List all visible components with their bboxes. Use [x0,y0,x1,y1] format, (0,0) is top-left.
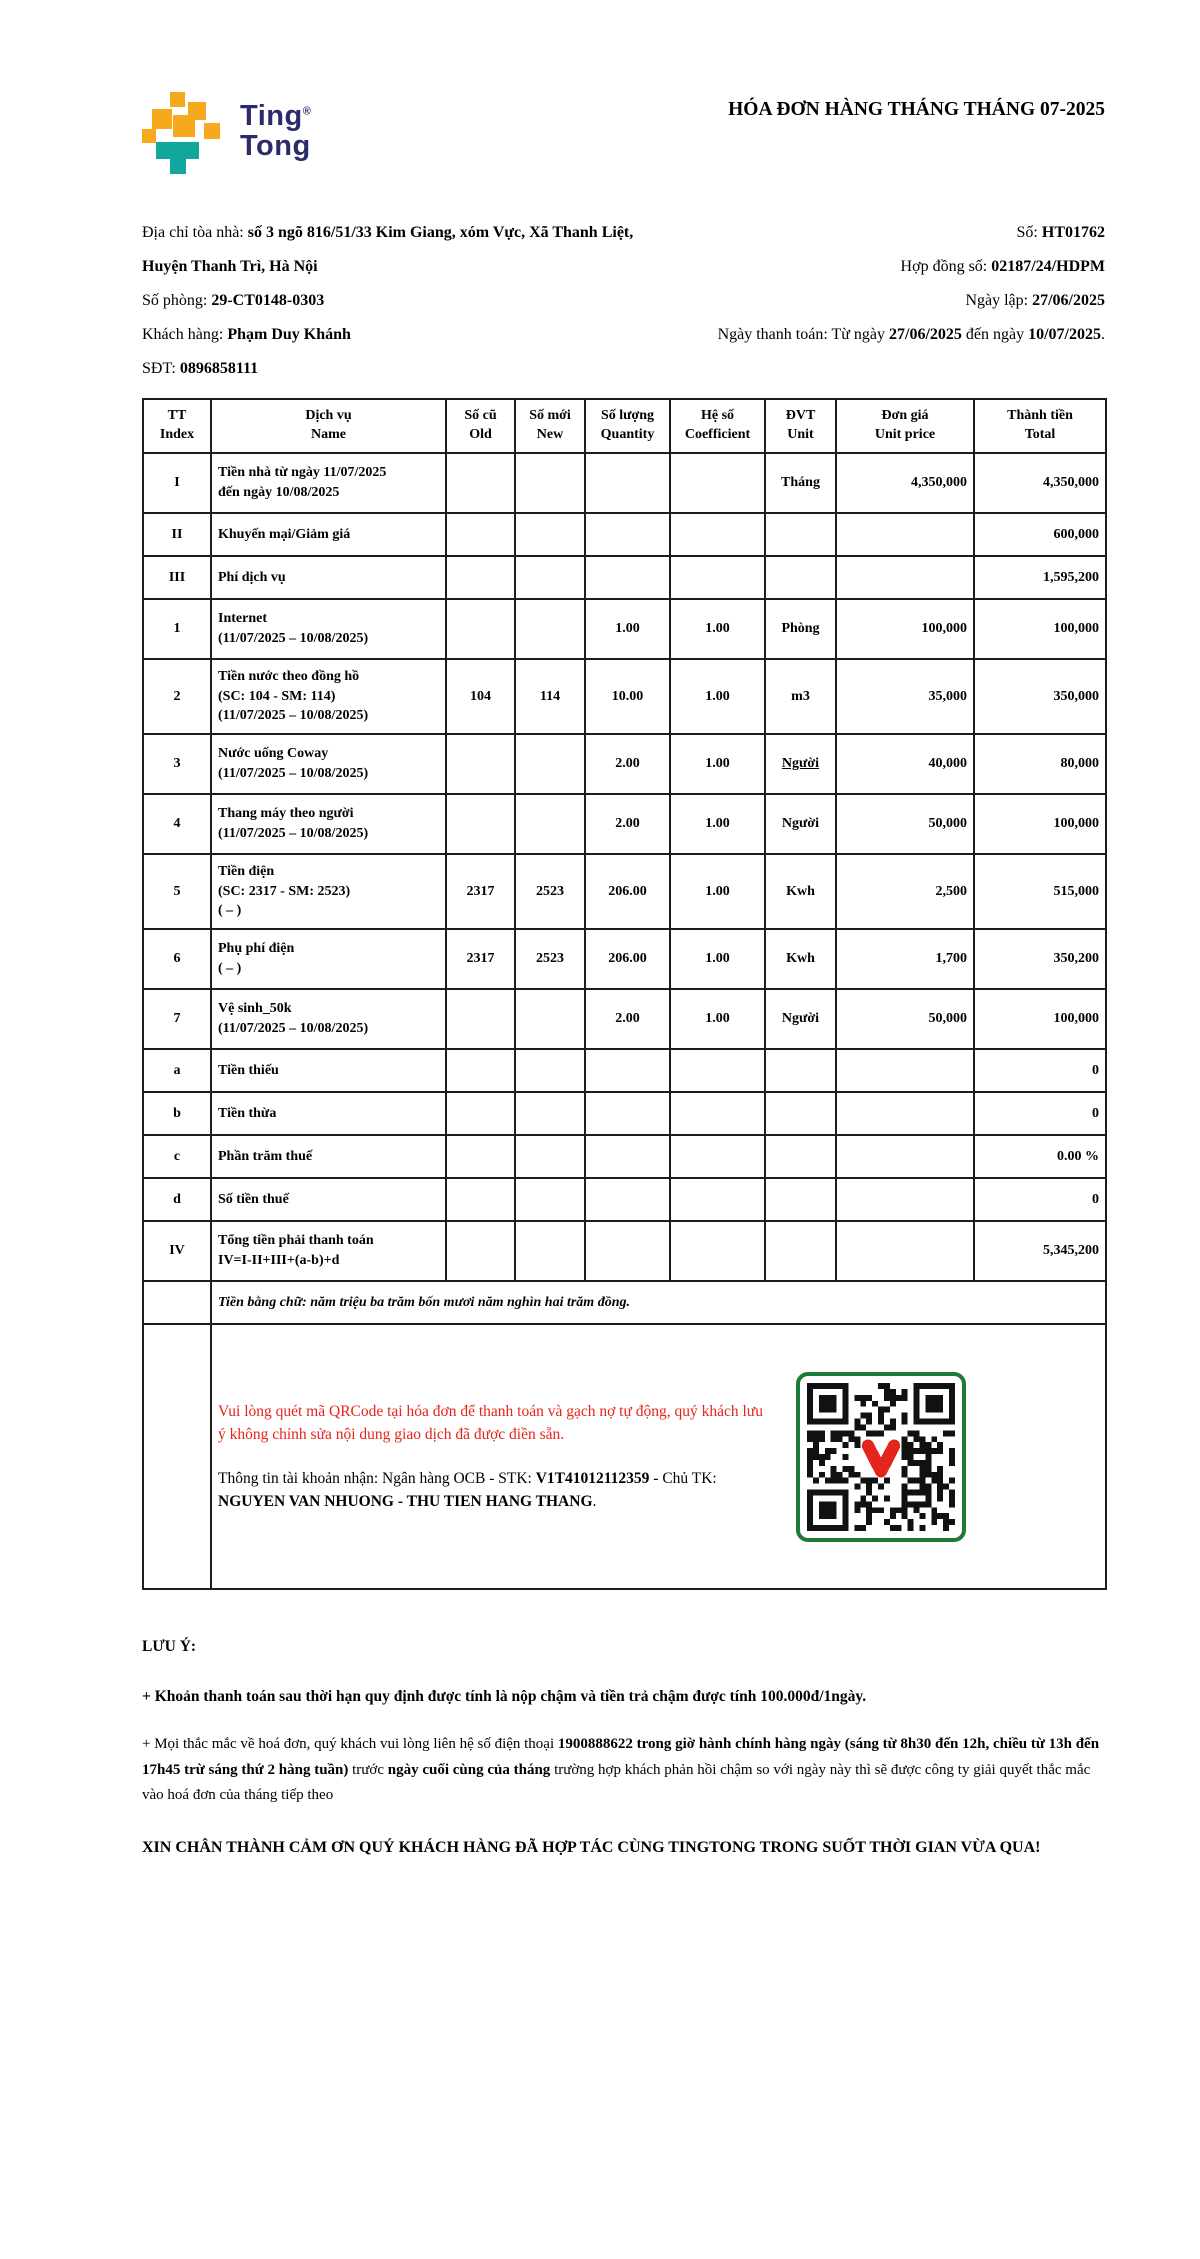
cell-index: II [143,513,211,556]
cell-old-reading [446,1049,515,1092]
cell-old-reading [446,1092,515,1135]
col-header-quantity: Số lượng Quantity [585,399,670,453]
amount-in-words: Tiền bằng chữ: năm triệu ba trăm bốn mươi năm nghìn hai trăm đồng. [211,1281,1106,1324]
cell-new-reading [515,989,585,1049]
table-row [143,513,1106,556]
logo-pixel [204,123,220,139]
invoice-table-header [143,399,1106,453]
col-header-new: Số mới New [515,399,585,453]
cell-service-name: Nước uống Coway (11/07/2025 – 10/08/2025) [211,734,446,794]
cell-coefficient [670,1221,765,1281]
table-row [143,929,1106,989]
cell-new-reading [515,453,585,513]
cell-service-name: Thang máy theo người (11/07/2025 – 10/08/2025) [211,794,446,854]
cell-quantity: 206.00 [585,854,670,929]
cell-new-reading [515,1049,585,1092]
cell-quantity [585,513,670,556]
contract-number: Hợp đồng số: 02187/24/HDPM [900,258,1105,275]
cell-unit [765,1092,836,1135]
table-row [143,854,1106,929]
table-row [143,1092,1106,1135]
invoice-table-footer [143,1281,1106,1589]
invoice-rows [143,453,1106,1281]
cell-index: d [143,1178,211,1221]
invoice-notes [142,1638,1105,1861]
col-header-unit: ĐVT Unit [765,399,836,453]
cell-unit: Người [765,734,836,794]
cell-total: 100,000 [974,599,1106,659]
table-row [143,1221,1106,1281]
cell-coefficient: 1.00 [670,659,765,734]
logo-pixel [170,92,185,107]
cell-total: 0 [974,1092,1106,1135]
logo-pixel [170,159,186,174]
cell-unit [765,1049,836,1092]
contract-number-value: 02187/24/HDPM [991,258,1105,275]
cell-quantity [585,1178,670,1221]
cell-unit: Kwh [765,854,836,929]
logo-pixel [152,109,172,129]
bank-account-info: Thông tin tài khoản nhận: Ngân hàng OCB - STK: V1T41012112359 - Chủ TK: NGUYEN VAN NHUONG - THU TIEN HANG THANG. [218,1469,717,1510]
cell-coefficient [670,556,765,599]
cell-index: IV [143,1221,211,1281]
cell-unit [765,1178,836,1221]
logo-pixel [173,115,195,137]
empty-index-cell [143,1281,211,1324]
cell-coefficient [670,1049,765,1092]
cell-new-reading [515,599,585,659]
cell-unit: Phòng [765,599,836,659]
cell-service-name: Tiền nhà từ ngày 11/07/2025 đến ngày 10/08/2025 [211,453,446,513]
cell-total: 515,000 [974,854,1106,929]
cell-unit: m3 [765,659,836,734]
cell-unit-price: 1,700 [836,929,974,989]
col-header-total: Thành tiền Total [974,399,1106,453]
cell-unit-price [836,1092,974,1135]
cell-old-reading: 2317 [446,929,515,989]
logo-pixel [156,142,199,159]
cell-quantity [585,556,670,599]
invoice-info-right [662,216,1105,386]
cell-index: III [143,556,211,599]
qr-center-heart-icon [868,1445,894,1470]
cell-coefficient: 1.00 [670,599,765,659]
cell-coefficient: 1.00 [670,854,765,929]
cell-old-reading: 2317 [446,854,515,929]
cell-index: 4 [143,794,211,854]
issue-date: Ngày lập: 27/06/2025 [965,292,1105,309]
cell-unit-price: 50,000 [836,989,974,1049]
tingtong-logo [142,92,311,176]
cell-service-name: Tổng tiền phải thanh toán IV=I-II+III+(a-b)+d [211,1221,446,1281]
table-row [143,989,1106,1049]
cell-index: 6 [143,929,211,989]
cell-total: 0 [974,1178,1106,1221]
customer-phone-label: SĐT: [142,360,180,377]
cell-new-reading [515,1221,585,1281]
hotline-note: + Mọi thắc mắc về hoá đơn, quý khách vui lòng liên hệ số điện thoại 1900888622 trong giờ hành chính hàng ngày (sáng từ 8h30 đến 12h, chiều từ 13h đến 17h45 trừ sáng thứ 2 hàng tuần) trước ngày cuối cùng của tháng trường hợp khách phản hồi chậm so với ngày này thì sẽ được công ty giải quyết thắc mắc vào hoá đơn của tháng tiếp theo [142,1736,1100,1803]
cell-unit [765,1135,836,1178]
cell-index: 2 [143,659,211,734]
cell-total: 600,000 [974,513,1106,556]
table-row [143,659,1106,734]
cell-index: 7 [143,989,211,1049]
qr-code [796,1372,966,1542]
cell-quantity [585,1221,670,1281]
cell-total: 4,350,000 [974,453,1106,513]
cell-service-name: Tiền nước theo đồng hồ (SC: 104 - SM: 114) (11/07/2025 – 10/08/2025) [211,659,446,734]
cell-coefficient [670,1178,765,1221]
cell-total: 1,595,200 [974,556,1106,599]
cell-total: 350,000 [974,659,1106,734]
col-header-coefficient: Hệ số Coefficient [670,399,765,453]
cell-total: 0.00 % [974,1135,1106,1178]
invoice-info-left [142,216,662,386]
cell-unit-price [836,1221,974,1281]
cell-old-reading: 104 [446,659,515,734]
col-header-unit-price: Đơn giá Unit price [836,399,974,453]
payment-instructions [218,1400,770,1513]
cell-service-name: Số tiền thuế [211,1178,446,1221]
late-payment-note: + Khoản thanh toán sau thời hạn quy định được tính là nộp chậm và tiền trả chậm được tính 100.000đ/1ngày. [142,1688,867,1705]
cell-old-reading [446,513,515,556]
col-header-index: TT Index [143,399,211,453]
cell-unit: Người [765,989,836,1049]
cell-unit-price [836,513,974,556]
customer-name-label: Khách hàng: [142,326,228,343]
cell-unit-price: 40,000 [836,734,974,794]
cell-service-name: Internet (11/07/2025 – 10/08/2025) [211,599,446,659]
cell-quantity [585,1049,670,1092]
room-number-value: 29-CT0148-0303 [211,292,325,309]
customer-name [142,318,662,352]
cell-quantity: 1.00 [585,599,670,659]
cell-total: 100,000 [974,989,1106,1049]
cell-index: a [143,1049,211,1092]
cell-unit: Tháng [765,453,836,513]
brand-row [142,92,1105,176]
cell-unit [765,1221,836,1281]
cell-service-name: Tiền thiếu [211,1049,446,1092]
cell-old-reading [446,1221,515,1281]
cell-new-reading [515,556,585,599]
cell-quantity [585,453,670,513]
cell-index: b [143,1092,211,1135]
room-number [142,284,662,318]
building-address-label: Địa chỉ tòa nhà: [142,224,248,241]
cell-coefficient [670,1092,765,1135]
cell-unit-price: 100,000 [836,599,974,659]
cell-new-reading [515,513,585,556]
cell-unit [765,513,836,556]
customer-name-value: Phạm Duy Khánh [227,326,351,343]
cell-unit-price [836,1135,974,1178]
building-address [142,216,662,284]
cell-unit-price: 50,000 [836,794,974,854]
cell-coefficient: 1.00 [670,989,765,1049]
cell-coefficient: 1.00 [670,929,765,989]
cell-service-name: Tiền thừa [211,1092,446,1135]
cell-total: 350,200 [974,929,1106,989]
table-row [143,1049,1106,1092]
cell-old-reading [446,989,515,1049]
cell-index: I [143,453,211,513]
table-row [143,453,1106,513]
cell-old-reading [446,556,515,599]
cell-new-reading [515,794,585,854]
table-row [143,599,1106,659]
amount-in-words-row [143,1281,1106,1324]
cell-total: 0 [974,1049,1106,1092]
cell-quantity [585,1135,670,1178]
cell-old-reading [446,599,515,659]
empty-index-cell [143,1324,211,1589]
cell-service-name: Phần trăm thuế [211,1135,446,1178]
cell-coefficient [670,453,765,513]
cell-total: 80,000 [974,734,1106,794]
payment-qr-row [143,1324,1106,1589]
cell-total: 100,000 [974,794,1106,854]
cell-unit: Kwh [765,929,836,989]
logo-pixel [142,129,156,143]
cell-new-reading [515,1135,585,1178]
cell-service-name: Phụ phí điện ( – ) [211,929,446,989]
cell-service-name: Khuyến mại/Giảm giá [211,513,446,556]
cell-coefficient: 1.00 [670,734,765,794]
cell-new-reading: 114 [515,659,585,734]
building-address-value: số 3 ngõ 816/51/33 Kim Giang, xóm Vực, Xã Thanh Liệt, Huyện Thanh Trì, Hà Nội [142,224,634,275]
issue-date-value: 27/06/2025 [1032,292,1105,309]
customer-phone [142,352,662,386]
table-row [143,734,1106,794]
cell-index: 5 [143,854,211,929]
room-number-label: Số phòng: [142,292,212,309]
cell-new-reading [515,734,585,794]
table-row [143,1135,1106,1178]
cell-unit: Người [765,794,836,854]
logo-word-tong: Tong [240,129,311,162]
invoice-number-value: HT01762 [1041,224,1105,241]
customer-phone-value: 0896858111 [179,360,259,377]
invoice-number: Số: HT01762 [1016,224,1105,241]
cell-quantity: 2.00 [585,794,670,854]
tingtong-logo-icon [142,92,224,176]
cell-coefficient: 1.00 [670,794,765,854]
cell-new-reading: 2523 [515,854,585,929]
cell-unit-price: 35,000 [836,659,974,734]
col-header-old: Số cũ Old [446,399,515,453]
cell-old-reading [446,1135,515,1178]
notes-title: LƯU Ý: [142,1638,197,1655]
logo-word-ting: Ting [240,100,303,132]
cell-service-name: Phí dịch vụ [211,556,446,599]
thank-you-message: XIN CHÂN THÀNH CẢM ƠN QUÝ KHÁCH HÀNG ĐÃ HỢP TÁC CÙNG TINGTONG TRONG SUỐT THỜI GIAN VỪA QUA! [142,1838,1041,1856]
cell-unit-price: 4,350,000 [836,453,974,513]
amount-in-words-value: năm triệu ba trăm bốn mươi năm nghìn hai trăm đồng. [310,1294,630,1310]
invoice-title: HÓA ĐƠN HÀNG THÁNG THÁNG 07-2025 [728,99,1105,120]
invoice-table [142,398,1107,1590]
cell-old-reading [446,734,515,794]
cell-old-reading [446,794,515,854]
cell-unit-price [836,1178,974,1221]
cell-index: 1 [143,599,211,659]
invoice-info [142,216,1105,386]
cell-coefficient [670,1135,765,1178]
table-row [143,794,1106,854]
cell-old-reading [446,453,515,513]
cell-total: 5,345,200 [974,1221,1106,1281]
cell-index: 3 [143,734,211,794]
qr-payment-notice: Vui lòng quét mã QRCode tại hóa đơn để thanh toán và gạch nợ tự động, quý khách lưu ý không chỉnh sửa nội dung giao dịch đã được điền sẵn. [218,1403,763,1444]
cell-coefficient [670,513,765,556]
col-header-name: Dịch vụ Name [211,399,446,453]
cell-service-name: Vệ sinh_50k (11/07/2025 – 10/08/2025) [211,989,446,1049]
cell-quantity: 2.00 [585,989,670,1049]
cell-index: c [143,1135,211,1178]
cell-new-reading: 2523 [515,929,585,989]
tingtong-logo-text [240,92,311,161]
cell-quantity: 10.00 [585,659,670,734]
registered-trademark-icon: ® [302,105,312,118]
payment-qr-cell [211,1324,1106,1589]
cell-quantity: 206.00 [585,929,670,989]
cell-new-reading [515,1092,585,1135]
cell-service-name: Tiền điện (SC: 2317 - SM: 2523) ( – ) [211,854,446,929]
table-row [143,1178,1106,1221]
cell-quantity: 2.00 [585,734,670,794]
payment-period: Ngày thanh toán: Từ ngày 27/06/2025 đến ngày 10/07/2025. [717,326,1105,343]
cell-unit-price [836,1049,974,1092]
cell-old-reading [446,1178,515,1221]
cell-unit-price [836,556,974,599]
cell-unit [765,556,836,599]
table-row [143,556,1106,599]
cell-quantity [585,1092,670,1135]
cell-new-reading [515,1178,585,1221]
cell-unit-price: 2,500 [836,854,974,929]
